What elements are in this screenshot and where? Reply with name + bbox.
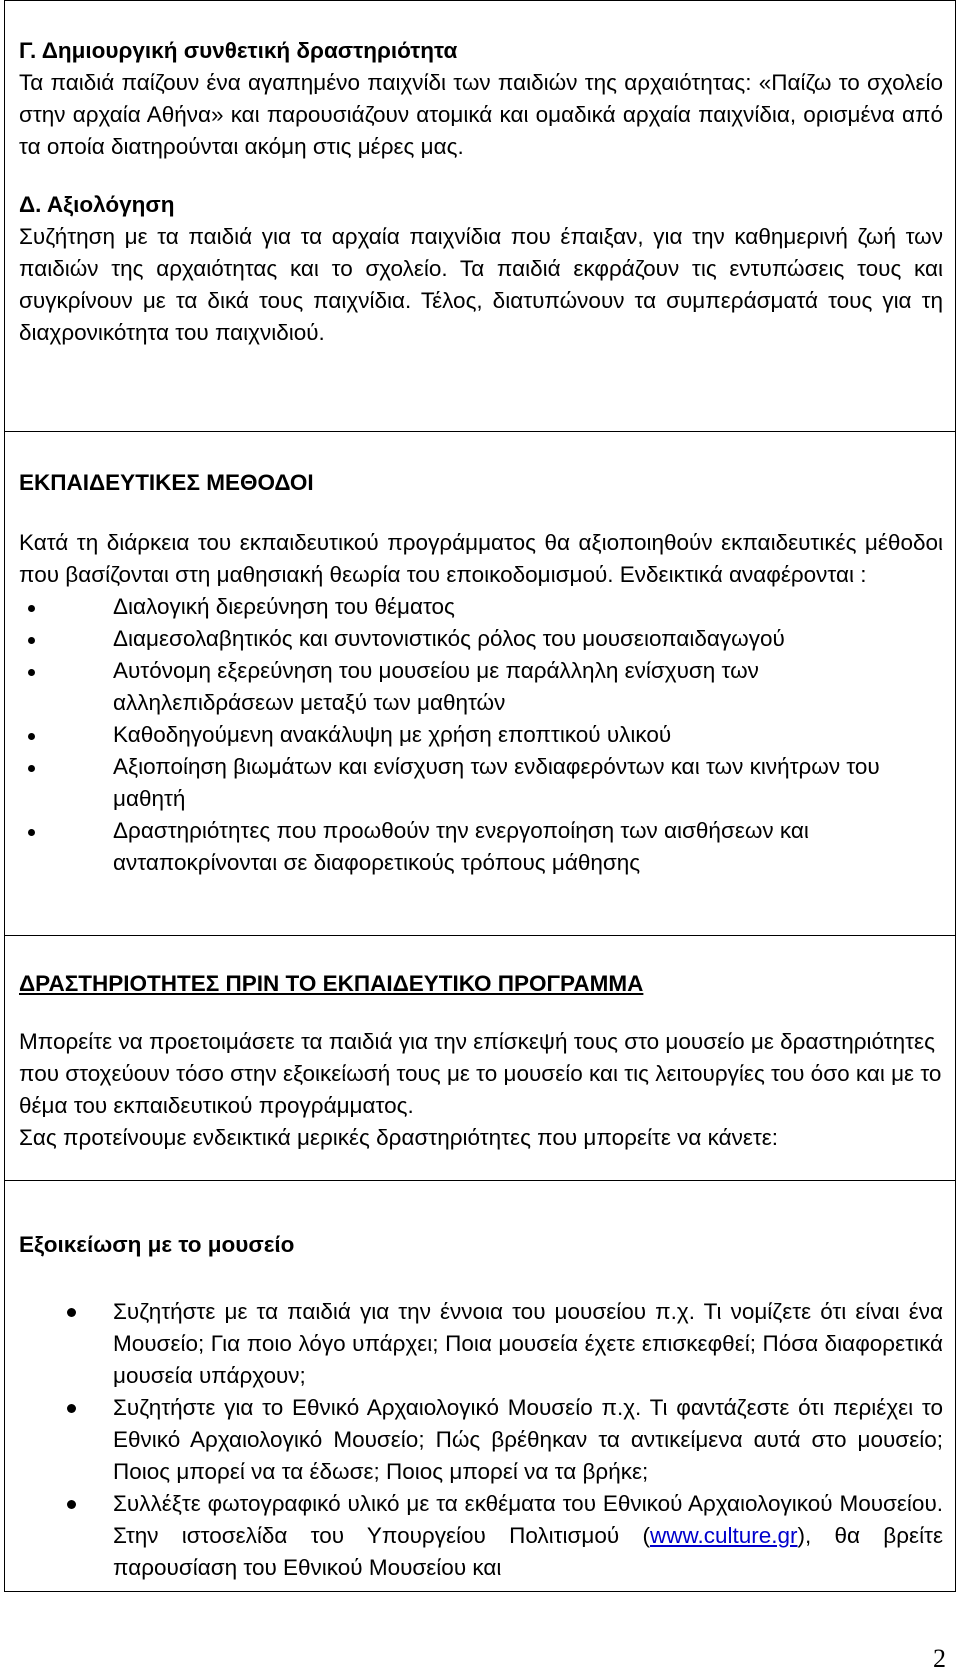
section-g-heading: Γ. Δημιουργική συνθετική δραστηριότητα xyxy=(19,38,458,63)
bullet-icon xyxy=(67,1404,76,1413)
bullet-icon xyxy=(28,733,35,740)
list-item: Καθοδηγούμενη ανακάλυψη με χρήση εποπτικού υλικού xyxy=(19,719,943,751)
activities-suggestion: Σας προτείνουμε ενδεικτικά μερικές δραστηριότητες που μπορείτε να κάνετε: xyxy=(19,1125,779,1150)
list-item: Αξιοποίηση βιωμάτων και ενίσχυση των ενδιαφερόντων και των κινήτρων του μαθητή xyxy=(19,751,943,815)
section-box-methods xyxy=(4,432,956,936)
list-item: Διαλογική διερεύνηση του θέματος xyxy=(19,591,943,623)
page-number: 2 xyxy=(933,1644,946,1673)
bullet-icon xyxy=(28,829,35,836)
methods-list xyxy=(19,591,943,879)
activities-heading: ΔΡΑΣΤΗΡΙΟΤΗΤΕΣ ΠΡΙΝ ΤΟ ΕΚΠΑΙΔΕΥΤΙΚΟ ΠΡΟΓΡΑΜΜΑ xyxy=(19,971,644,996)
section-box-pre-activities xyxy=(4,936,956,1181)
section-box-activities-evaluation xyxy=(4,0,956,432)
bullet-icon xyxy=(67,1308,76,1317)
bullet-icon xyxy=(28,637,35,644)
methods-intro: Κατά τη διάρκεια του εκπαιδευτικού προγράμματος θα αξιοποιηθούν εκπαιδευτικές μέθοδοι που βασίζονται στη μαθησιακή θεωρία του εποικοδομισμού. Ενδεικτικά αναφέρονται : xyxy=(19,530,943,587)
section-d-heading: Δ. Αξιολόγηση xyxy=(19,192,175,217)
familiar-list xyxy=(19,1296,943,1584)
list-item: Συζητήστε για το Εθνικό Αρχαιολογικό Μουσείο π.χ. Τι φαντάζεστε ότι περιέχει το Εθνικό Αρχαιολογικό Μουσείο; Πώς βρέθηκαν τα αντικείμενα αυτά στο μουσείο; Ποιος μπορεί να τα έδωσε; Ποιος μπορεί να τα βρήκε; xyxy=(19,1392,943,1488)
bullet-icon xyxy=(67,1500,76,1509)
list-item: Δραστηριότητες που προωθούν την ενεργοποίηση των αισθήσεων και ανταποκρίνονται σε διαφορετικούς τρόπους μάθησης xyxy=(19,815,943,879)
list-item: Συζητήστε με τα παιδιά για την έννοια του μουσείου π.χ. Τι νομίζετε ότι είναι ένα Μουσείο; Για ποιο λόγο υπάρχει; Ποια μουσεία έχετε επισκεφθεί; Πόσα διαφορετικά μουσεία υπάρχουν; xyxy=(19,1296,943,1392)
culture-website-link[interactable]: www.culture.gr xyxy=(649,1523,798,1548)
bullet-icon xyxy=(28,765,35,772)
section-d-body: Συζήτηση με τα παιδιά για τα αρχαία παιχνίδια που έπαιξαν, για την καθημερινή ζωή των παιδιών της αρχαιότητας και το σχολείο. Τα παιδιά εκφράζουν τις εντυπώσεις τους και συγκρίνουν με τα δικά τους παιχνίδια. Τέλος, διατυπώνουν τα συμπεράσματά τους για τη διαχρονικότητα του παιχνιδιού. xyxy=(19,224,943,345)
document-page xyxy=(4,0,956,1592)
bullet-icon xyxy=(28,669,35,676)
familiar-heading: Εξοικείωση με το μουσείο xyxy=(19,1232,295,1257)
bullet-icon xyxy=(28,605,35,612)
activities-body: Μπορείτε να προετοιμάσετε τα παιδιά για την επίσκεψή τους στο μουσείο με δραστηριότητες που στοχεύουν τόσο στην εξοικείωσή τους με το μουσείο και τις λειτουργίες του όσο και με το θέμα του εκπαιδευτικού προγράμματος. xyxy=(19,1029,942,1118)
list-item: Συλλέξτε φωτογραφικό υλικό με τα εκθέματα του Εθνικού Αρχαιολογικού Μουσείου. Στην ιστοσελίδα του Υπουργείου Πολιτισμού (www.culture.gr), θα βρείτε παρουσίαση του Εθνικού Μουσείου και xyxy=(19,1488,943,1584)
list-item: Αυτόνομη εξερεύνηση του μουσείου με παράλληλη ενίσχυση των αλληλεπιδράσεων μεταξύ των μαθητών xyxy=(19,655,943,719)
section-g-body: Τα παιδιά παίζουν ένα αγαπημένο παιχνίδι των παιδιών της αρχαιότητας: «Παίζω το σχολείο στην αρχαία Αθήνα» και παρουσιάζουν ατομικά και ομαδικά αρχαία παιχνίδια, ορισμένα από τα οποία διατηρούνται ακόμη στις μέρες μας. xyxy=(19,70,943,159)
list-item: Διαμεσολαβητικός και συντονιστικός ρόλος του μουσειοπαιδαγωγού xyxy=(19,623,943,655)
methods-heading: ΕΚΠΑΙΔΕΥΤΙΚΕΣ ΜΕΘΟΔΟΙ xyxy=(19,470,314,495)
section-box-familiarisation xyxy=(4,1181,956,1592)
